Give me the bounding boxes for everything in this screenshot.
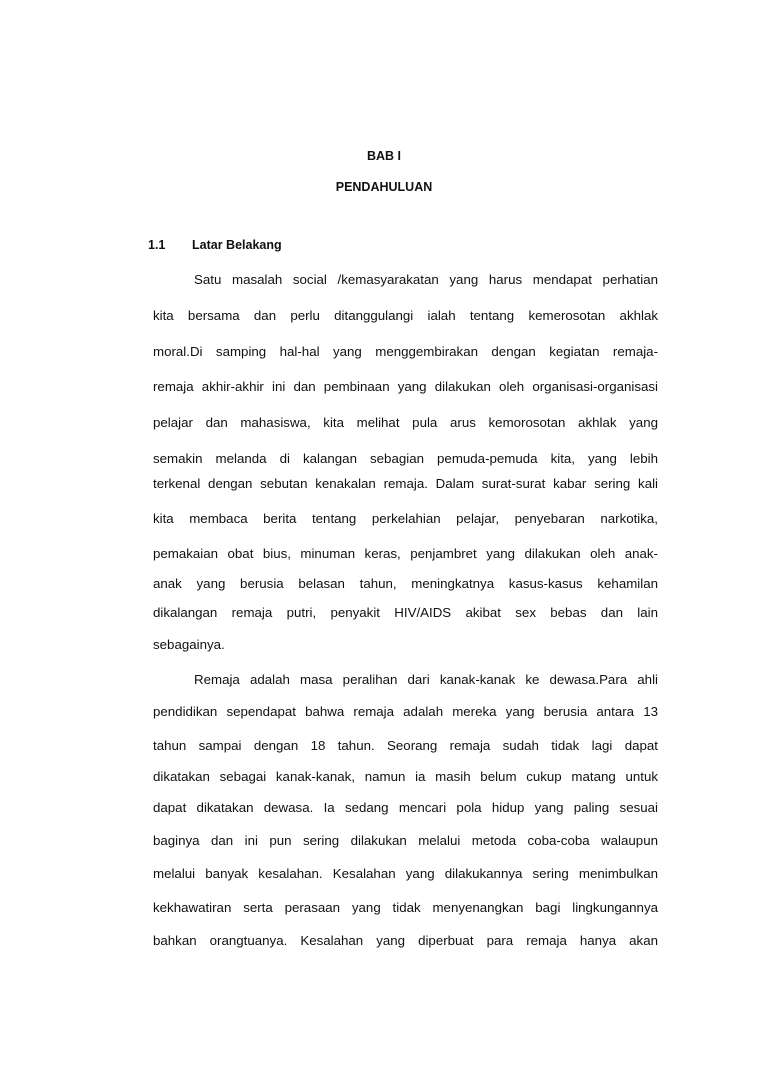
- body-line: anak yang berusia belasan tahun, meningkatnya kasus-kasus kehamilan: [153, 576, 658, 591]
- body-line: remaja akhir-akhir ini dan pembinaan yang dilakukan oleh organisasi-organisasi: [153, 379, 658, 394]
- chapter-title: PENDAHULUAN: [335, 180, 433, 194]
- body-line: terkenal dengan sebutan kenakalan remaja. Dalam surat-surat kabar sering kali: [153, 476, 658, 491]
- body-line: baginya dan ini pun sering dilakukan melalui metoda coba-coba walaupun: [153, 833, 658, 848]
- body-line: dapat dikatakan dewasa. Ia sedang mencari pola hidup yang paling sesuai: [153, 800, 658, 815]
- body-line: Remaja adalah masa peralihan dari kanak-kanak ke dewasa.Para ahli: [194, 672, 658, 687]
- body-line: bahkan orangtuanya. Kesalahan yang diperbuat para remaja hanya akan: [153, 933, 658, 948]
- section-title: Latar Belakang: [192, 238, 282, 252]
- body-line: Satu masalah social /kemasyarakatan yang harus mendapat perhatian: [194, 272, 658, 287]
- body-line: pemakaian obat bius, minuman keras, penjambret yang dilakukan oleh anak-: [153, 546, 658, 561]
- body-line: sebagainya.: [153, 637, 225, 652]
- body-line: kita bersama dan perlu ditanggulangi ialah tentang kemerosotan akhlak: [153, 308, 658, 323]
- body-line: tahun sampai dengan 18 tahun. Seorang remaja sudah tidak lagi dapat: [153, 738, 658, 753]
- body-line: kekhawatiran serta perasaan yang tidak menyenangkan bagi lingkungannya: [153, 900, 658, 915]
- section-number: 1.1: [148, 238, 166, 252]
- body-line: melalui banyak kesalahan. Kesalahan yang dilakukannya sering menimbulkan: [153, 866, 658, 881]
- body-line: dikatakan sebagai kanak-kanak, namun ia masih belum cukup matang untuk: [153, 769, 658, 784]
- chapter-number: BAB I: [366, 149, 402, 163]
- body-line: semakin melanda di kalangan sebagian pemuda-pemuda kita, yang lebih: [153, 451, 658, 466]
- body-line: pendidikan sependapat bahwa remaja adalah mereka yang berusia antara 13: [153, 704, 658, 719]
- body-line: dikalangan remaja putri, penyakit HIV/AIDS akibat sex bebas dan lain: [153, 605, 658, 620]
- body-line: pelajar dan mahasiswa, kita melihat pula arus kemorosotan akhlak yang: [153, 415, 658, 430]
- section-heading: [148, 238, 282, 252]
- body-line: kita membaca berita tentang perkelahian pelajar, penyebaran narkotika,: [153, 511, 658, 526]
- body-line: moral.Di samping hal-hal yang menggembirakan dengan kegiatan remaja-: [153, 344, 658, 359]
